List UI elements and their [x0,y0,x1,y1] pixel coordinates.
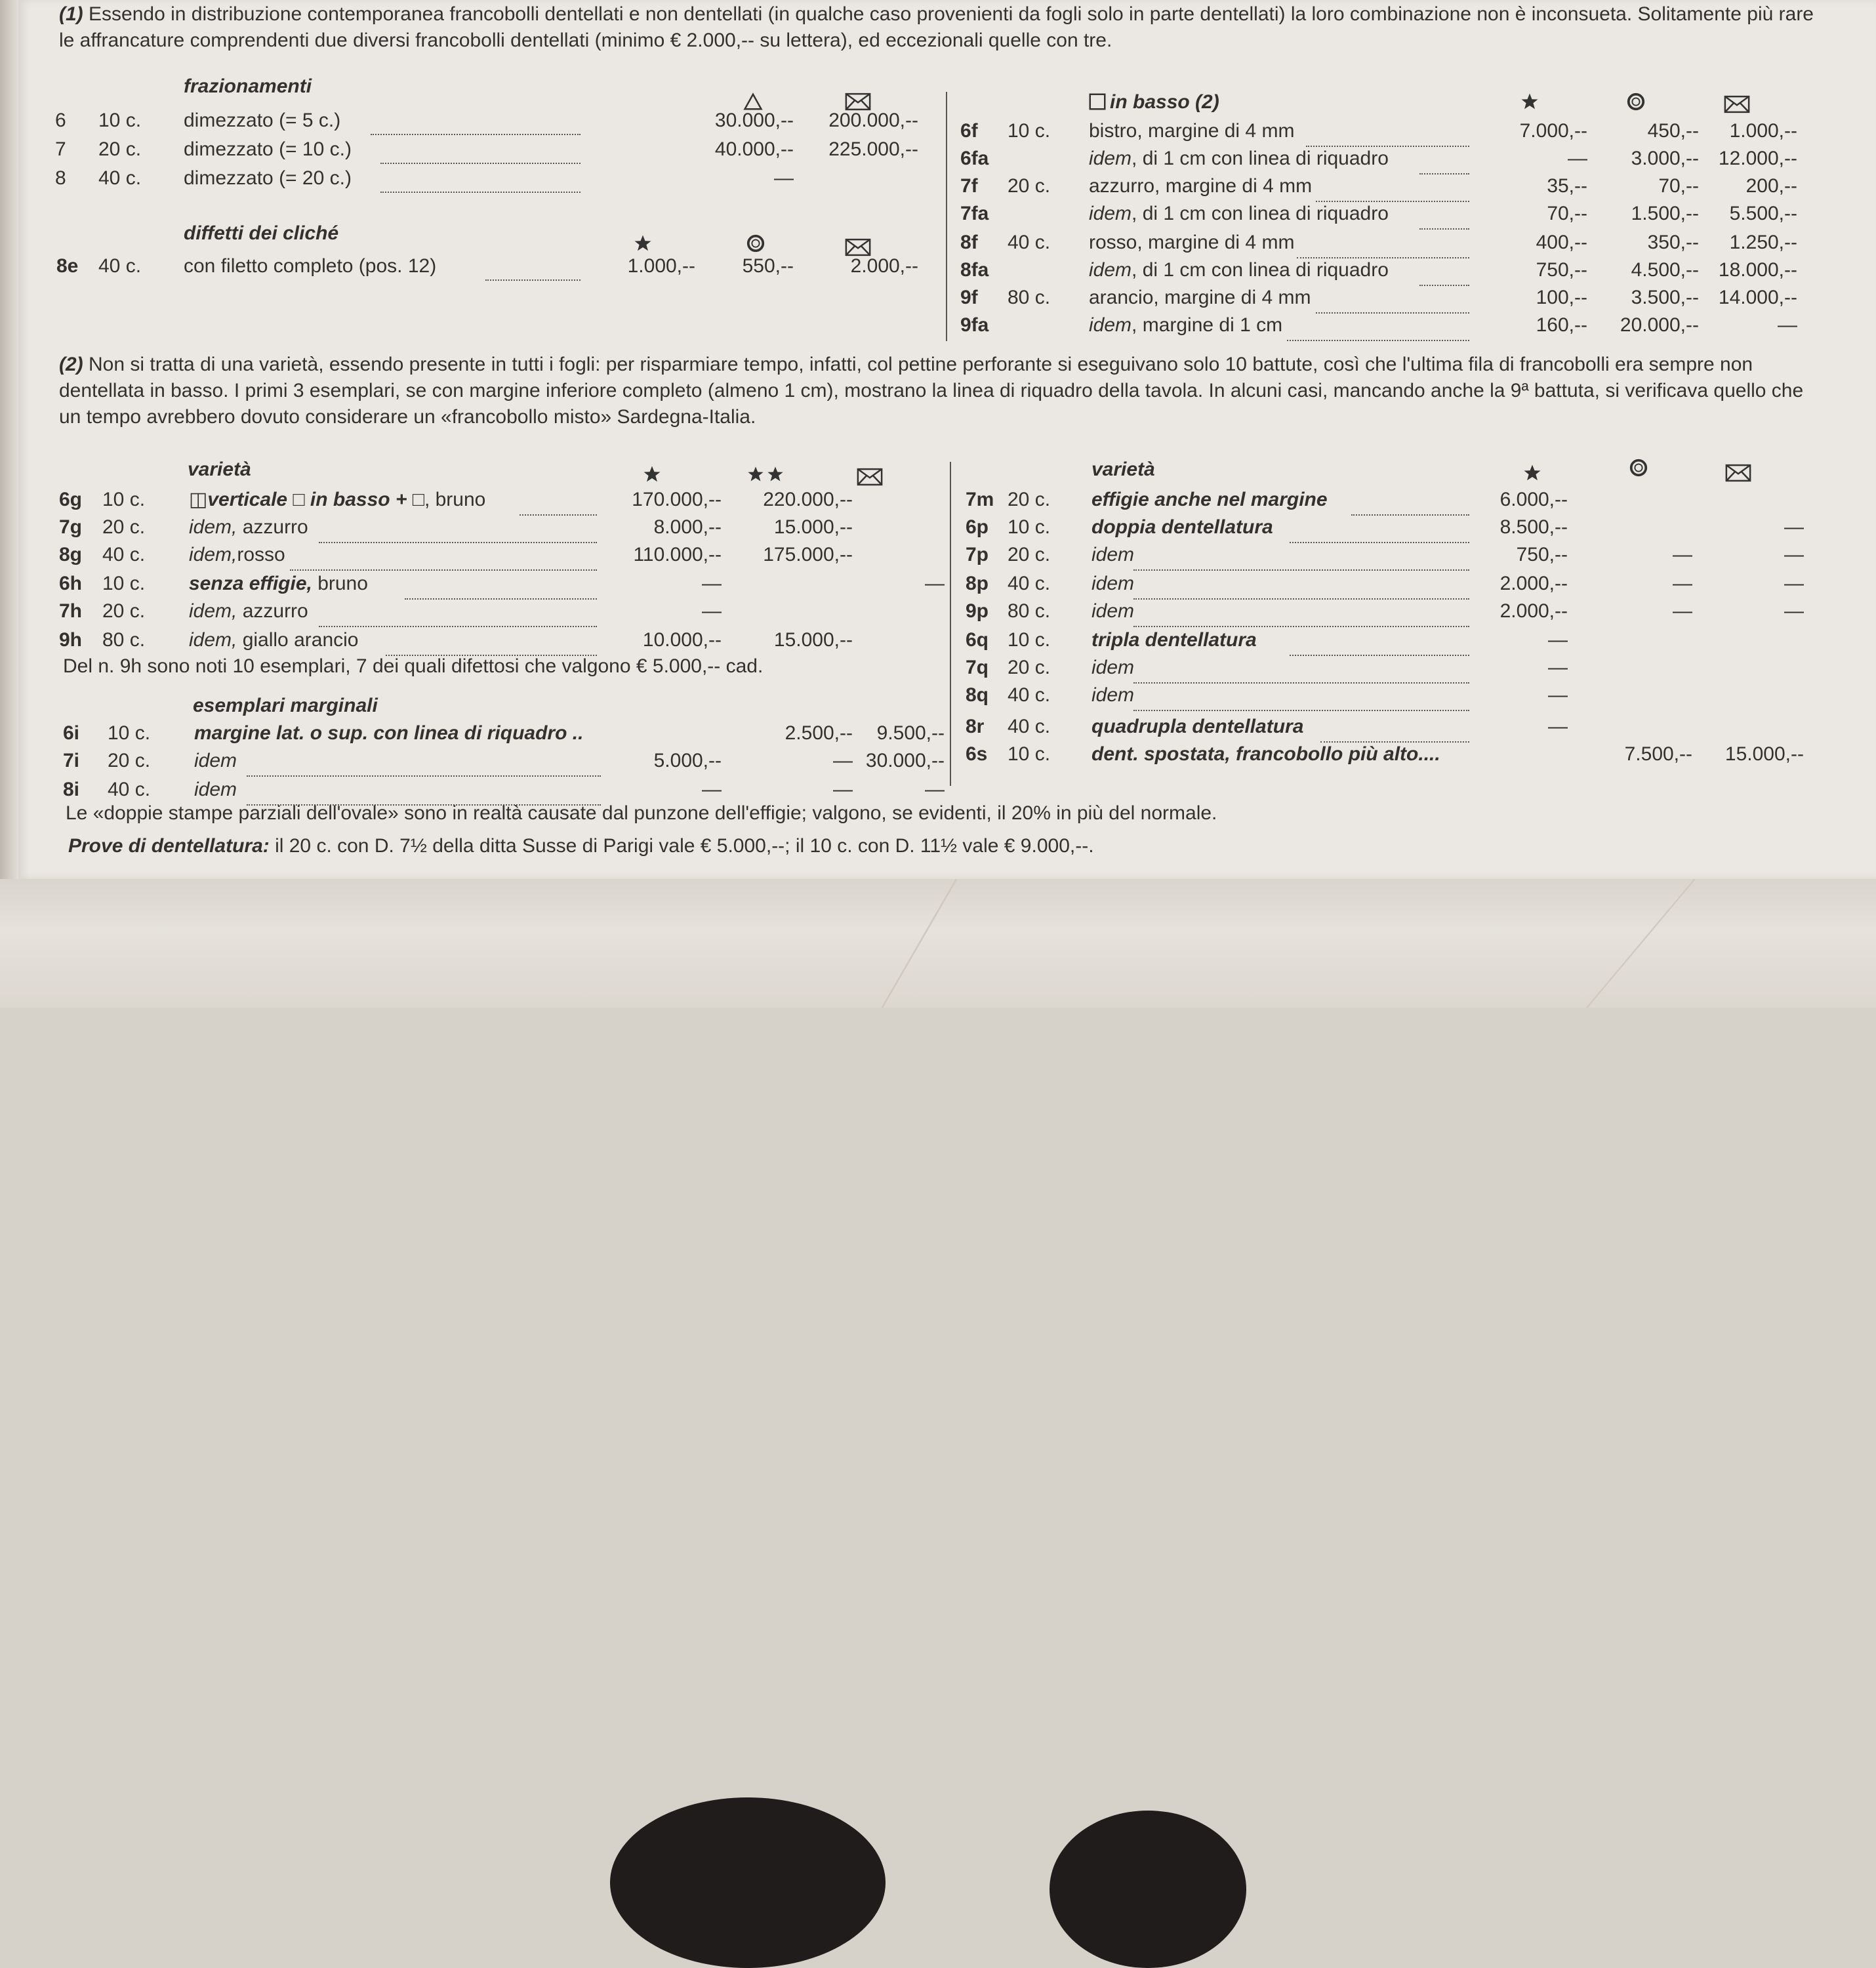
row-description: dimezzato (= 10 c.) [184,138,352,160]
row-number: 8fa [960,259,989,281]
double-star-icon [746,464,786,484]
row-number: 7p [966,544,989,565]
price-col3: 5.500,-- [1729,203,1797,224]
circle-postmark-icon [743,234,769,253]
row-value: 40 c. [98,255,142,277]
square-icon: □ [287,489,305,510]
row-number: 8r [966,716,985,737]
square-icon: □ [412,489,424,510]
price-col2: — [1673,544,1692,565]
star-icon [1517,92,1543,112]
note-number: (2) [59,354,83,375]
price-col1: 6.000,-- [1499,489,1568,510]
row-description: idem [1091,684,1135,706]
dot-leader [1133,694,1469,711]
price-col3: 1.250,-- [1729,232,1797,253]
idem-label: idem, [189,629,237,651]
row-value: 40 c. [1008,573,1051,594]
price-col1: 30.000,-- [714,110,794,131]
price-col3: 9.500,-- [876,722,945,744]
row-value: 40 c. [1008,232,1051,253]
column-divider [946,92,947,341]
envelope-icon [1725,463,1751,483]
row-number: 6s [966,743,988,765]
row-description: azzurro, margine di 4 mm [1089,175,1313,197]
section-heading: in basso (2) [1110,91,1219,113]
note-text: Essendo in distribuzione contemporanea francobolli dentellati e non dentellati (in qualche caso provenienti da fogli solo in parte dentellati) la loro combinazione non è inconsueta. Solitamente più rare le affrancature comprendenti due diversi francobolli dentellati (minimo € 2.000,-- su lettera), ed eccezionali quelle con tre. [59,3,1814,51]
circle-postmark-icon [1625,458,1652,478]
row-value: 10 c. [102,489,146,510]
section-heading: frazionamenti [184,75,312,97]
row-value: 10 c. [98,110,142,131]
price-col1: 5.000,-- [653,750,722,771]
desc-text: , margine di 1 cm [1132,314,1283,336]
price-col1: — [774,167,794,189]
idem-label: idem [1089,148,1132,169]
desc-text: bruno [312,573,368,594]
price-col3: — [1784,600,1804,622]
dot-leader [405,583,597,600]
row-number: 6g [59,489,83,510]
price-col3: 15.000,-- [1724,743,1804,765]
dot-leader [1133,610,1469,627]
row-value: 10 c. [108,722,151,744]
dot-leader [1133,666,1469,684]
price-col3: — [925,779,945,800]
row-value: 20 c. [102,600,146,622]
price-col3: 2.000,-- [850,255,918,277]
price-col2: 225.000,-- [828,138,918,160]
square-icon [1086,92,1109,112]
row-value: 20 c. [108,750,151,771]
dot-leader [247,760,601,777]
desc-text: rosso [237,544,285,565]
row-description: idem [1091,657,1135,678]
dot-leader [520,499,597,516]
price-col1: — [702,600,722,622]
row-description: doppia dentellatura [1091,516,1273,538]
dot-leader [290,554,597,571]
row-description: idem [1091,600,1135,622]
row-number: 8p [966,573,989,594]
desc-mid: in basso + [304,489,413,510]
row-value: 10 c. [1008,120,1051,142]
row-value: 80 c. [1008,287,1051,308]
row-value: 10 c. [1008,743,1051,765]
row-value: 10 c. [1008,516,1051,538]
row-value: 40 c. [1008,716,1051,737]
envelope-icon [857,467,883,487]
row-value: 20 c. [1008,544,1051,565]
price-col3: 200,-- [1745,175,1797,197]
star-icon [639,464,665,484]
dot-leader [485,264,581,281]
price-col3: — [1784,544,1804,565]
price-col1: — [702,573,722,594]
dot-leader [1133,583,1469,600]
book-spine [0,0,18,905]
dot-leader [319,526,597,543]
dot-leader [1297,241,1469,258]
row-value: 40 c. [98,167,142,189]
price-col2: 70,-- [1658,175,1699,197]
price-col1: 100,-- [1536,287,1587,308]
row-description [1089,146,1389,172]
split-square-icon: ◫ [189,489,208,510]
row-description: dimezzato (= 20 c.) [184,167,352,189]
row-description [1089,312,1282,338]
price-col2: — [1673,573,1692,594]
price-col3: 14.000,-- [1718,287,1797,308]
footer-text: il 20 c. con D. 7½ della ditta Susse di Parigi vale € 5.000,--; il 10 c. con D. 11½ vale € 9.000,--. [269,835,1094,857]
dot-leader [1287,324,1469,341]
row-description [189,571,368,597]
row-description [1089,257,1389,283]
row-number: 8e [56,255,79,277]
row-value: 10 c. [102,573,146,594]
row-value: 20 c. [1008,175,1051,197]
price-col1: 8.500,-- [1499,516,1568,538]
row-number: 8g [59,544,83,565]
price-col2: 175.000,-- [763,544,853,565]
price-col1: — [1568,148,1587,169]
row-number: 9fa [960,314,989,336]
row-description: margine lat. o sup. con linea di riquadro .. [194,722,584,744]
note-text: Non si tratta di una varietà, essendo presente in tutti i fogli: per risparmiare tempo, infatti, col pettine perforante si eseguivano solo 10 battute, così che l'ultima fila di francobolli era sempre non dentellata in basso. I primi 3 esemplari, se con margine inferiore completo (almeno 1 cm), mostrano la linea di riquadro della tavola. In alcuni casi, mancando anche la 9ª battuta, si verificava quello che un tempo avrebbero dovuto considerare un «francobollo misto» Sardegna-Italia. [59,354,1804,428]
price-col2: 3.500,-- [1631,287,1699,308]
floor-background [0,879,1876,1008]
price-col1: 2.000,-- [1499,573,1568,594]
row-description [1089,201,1389,227]
note-number: (1) [59,3,83,25]
price-col3: 30.000,-- [865,750,945,771]
dot-leader [1419,157,1469,174]
price-col2: — [833,750,853,771]
price-col1: 70,-- [1547,203,1587,224]
circle-postmark-icon [1623,92,1649,112]
row-number: 8f [960,232,978,253]
row-value: 20 c. [1008,489,1051,510]
dot-leader [380,147,581,164]
section-heading: varietà [1091,459,1155,480]
row-description: con filetto completo (pos. 12) [184,255,437,277]
dot-leader [1419,213,1469,230]
price-col1: 160,-- [1536,314,1587,336]
price-col3: — [1778,314,1797,336]
price-col2: 7.500,-- [1624,743,1692,765]
price-col1: 170.000,-- [632,489,722,510]
row-number: 7q [966,657,989,678]
footer-line-2 [68,833,1094,859]
row-number: 8 [55,167,66,189]
row-number: 7i [63,750,80,771]
row-number: 6q [966,629,989,651]
section-heading: diffetti dei cliché [184,222,339,244]
row-value: 40 c. [1008,684,1051,706]
price-col2: 1.500,-- [1631,203,1699,224]
idem-label: idem, [189,544,237,565]
desc-text: , di 1 cm con linea di riquadro [1132,148,1389,169]
dot-leader [1320,726,1469,743]
dot-leader [1306,130,1469,147]
tile-joint [881,879,957,1008]
row-description: effigie anche nel margine [1091,489,1328,510]
price-col2: 20.000,-- [1620,314,1699,336]
row-description: idem [194,750,237,771]
row-number: 6fa [960,148,989,169]
price-col2: 15.000,-- [773,516,853,538]
row-value: 10 c. [1008,629,1051,651]
row-number: 7 [55,138,66,160]
note-9h: Del n. 9h sono noti 10 esemplari, 7 dei quali difettosi che valgono € 5.000,-- cad. [63,655,764,677]
row-description: dimezzato (= 5 c.) [184,110,341,131]
price-col3: — [925,573,945,594]
row-description: idem [1091,573,1135,594]
row-number: 7f [960,175,978,197]
row-value: 20 c. [98,138,142,160]
price-col2: 450,-- [1647,120,1699,142]
price-col1: 750,-- [1536,259,1587,281]
row-description: bistro, margine di 4 mm [1089,120,1295,142]
row-number: 6h [59,573,83,594]
desc-text: , di 1 cm con linea di riquadro [1132,259,1389,281]
desc-bold: verticale [207,489,288,510]
row-description [189,514,308,541]
row-number: 9f [960,287,978,308]
section-heading: esemplari marginali [193,695,378,716]
page-content [39,0,1814,876]
foot-left [610,1797,886,1968]
desc-text: azzurro [237,600,308,622]
price-col1: 2.000,-- [1499,600,1568,622]
row-number: 9h [59,629,83,651]
price-col3: 1.000,-- [1729,120,1797,142]
row-number: 6f [960,120,978,142]
price-col1: 750,-- [1516,544,1568,565]
row-description: arancio, margine di 4 mm [1089,287,1311,308]
row-description [189,487,485,513]
desc-text: giallo arancio [237,629,359,651]
row-description: tripla dentellatura [1091,629,1257,651]
row-value: 20 c. [102,516,146,538]
row-number: 8q [966,684,989,706]
price-col3: 12.000,-- [1718,148,1797,169]
idem-label: idem [1089,259,1132,281]
price-col3: — [1784,573,1804,594]
row-description: quadrupla dentellatura [1091,716,1304,737]
foot-right [1050,1811,1246,1968]
row-number: 7h [59,600,83,622]
idem-label: idem [1089,314,1132,336]
footer-label: Prove di dentellatura: [68,835,270,857]
row-value: 20 c. [1008,657,1051,678]
dot-leader [1419,269,1469,286]
price-col2: 4.500,-- [1631,259,1699,281]
idem-label: idem [1089,203,1132,224]
row-number: 9p [966,600,989,622]
desc-bold: senza effigie, [189,573,312,594]
dot-leader [1290,526,1469,543]
price-col1: 7.000,-- [1519,120,1587,142]
price-col1: — [1548,716,1568,737]
dot-leader [1290,639,1469,656]
price-col1: 10.000,-- [642,629,722,651]
price-col1: — [1548,657,1568,678]
price-col1: 40.000,-- [714,138,794,160]
dot-leader [1351,499,1469,516]
row-value: 40 c. [108,779,151,800]
price-col2: — [833,779,853,800]
price-col2: 3.000,-- [1631,148,1699,169]
idem-label: idem, [189,600,237,622]
dot-leader [371,118,581,135]
envelope-icon [1724,94,1750,114]
row-description [189,542,285,568]
star-icon [630,234,656,253]
price-col1: 110.000,-- [633,544,722,565]
price-col3: — [1784,516,1804,538]
star-icon [1519,463,1545,483]
price-col1: — [702,779,722,800]
column-divider [950,462,951,786]
dot-leader [1133,554,1469,571]
desc-end: , bruno [424,489,486,510]
dot-leader [1316,185,1469,202]
price-col2: 2.500,-- [785,722,853,744]
price-col2: — [1673,600,1692,622]
row-description: idem [194,779,237,800]
dot-leader [319,610,597,627]
row-description: idem [1091,544,1135,565]
row-number: 8i [63,779,80,800]
price-col2: 350,-- [1647,232,1699,253]
note-2 [59,352,1817,430]
footer-line-1: Le «doppie stampe parziali dell'ovale» sono in realtà causate dal punzone dell'effigie; valgono, se evidenti, il 20% in più del normale. [66,802,1217,824]
price-col2: 15.000,-- [773,629,853,651]
desc-text: , di 1 cm con linea di riquadro [1132,203,1389,224]
desc-text: azzurro [237,516,308,538]
row-description: dent. spostata, francobollo più alto.... [1091,743,1440,765]
price-col1: 400,-- [1536,232,1587,253]
row-description [189,598,308,625]
note-1 [59,1,1817,54]
row-value: 80 c. [102,629,146,651]
price-col1: — [1548,684,1568,706]
price-col3: 18.000,-- [1718,259,1797,281]
row-value: 80 c. [1008,600,1051,622]
price-col1: 1.000,-- [627,255,695,277]
price-col1: 35,-- [1547,175,1587,197]
idem-label: idem, [189,516,237,538]
row-value: 40 c. [102,544,146,565]
row-number: 6p [966,516,989,538]
price-col1: — [1548,629,1568,651]
row-description: rosso, margine di 4 mm [1089,232,1295,253]
price-col2: 220.000,-- [763,489,853,510]
row-number: 6i [63,722,80,744]
dot-leader [1316,297,1469,314]
row-description [189,627,358,653]
price-col2: 550,-- [742,255,794,277]
dot-leader [380,176,581,193]
tile-joint [1586,879,1696,1008]
price-col1: 8.000,-- [653,516,722,538]
section-heading: varietà [188,459,251,480]
row-number: 6 [55,110,66,131]
row-number: 7m [966,489,994,510]
row-number: 7fa [960,203,989,224]
price-col2: 200.000,-- [828,110,918,131]
row-number: 7g [59,516,83,538]
